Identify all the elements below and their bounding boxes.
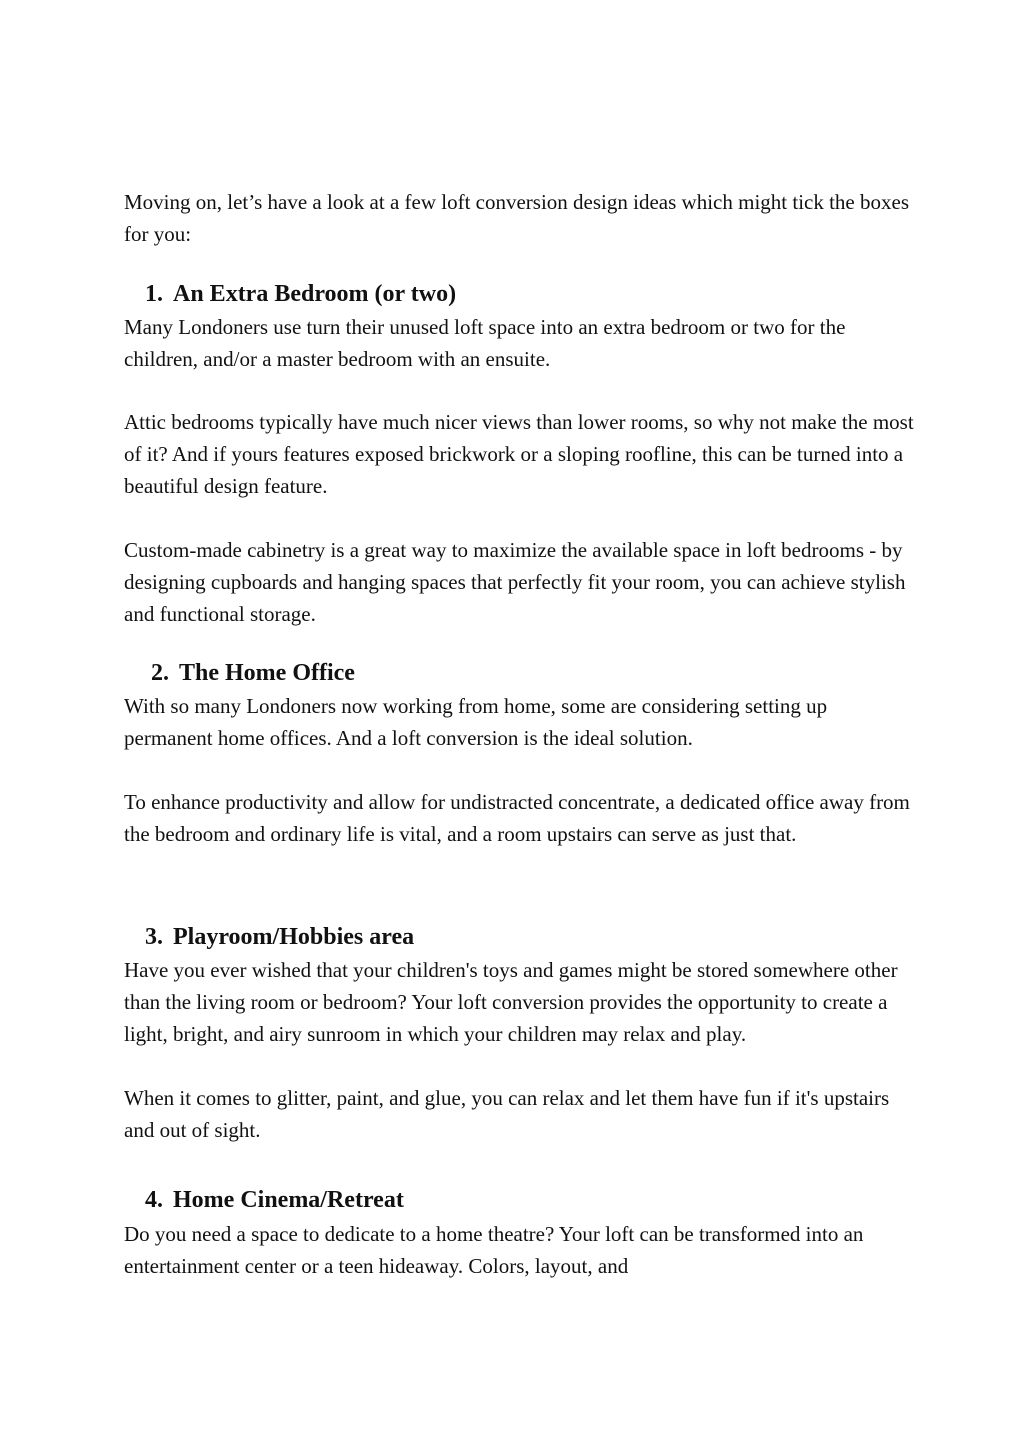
bedroom-paragraph-3: Custom-made cabinetry is a great way to maximize the available space in loft bedrooms - by designing cupboards and hanging spaces that perfectly fit your room, you can achieve stylish and functional storage.	[124, 538, 906, 626]
section-heading-playroom	[145, 922, 414, 952]
office-paragraph-2: To enhance productivity and allow for undistracted concentrate, a dedicated office away from the bedroom and ordinary life is vital, and a room upstairs can serve as just that.	[124, 790, 910, 846]
section-heading-home-office	[151, 658, 355, 688]
playroom-paragraph-1: Have you ever wished that your children's toys and games might be stored somewhere other than the living room or bedroom? Your loft conversion provides the opportunity to create a light, bright, and airy sunroom in which your children may relax and play.	[124, 958, 898, 1046]
section-title: The Home Office	[179, 660, 355, 686]
section-title: An Extra Bedroom (or two)	[173, 281, 457, 307]
section-title: Home Cinema/Retreat	[173, 1187, 404, 1213]
section-heading-home-cinema	[145, 1185, 404, 1215]
playroom-paragraph-2: When it comes to glitter, paint, and glue, you can relax and let them have fun if it's upstairs and out of sight.	[124, 1086, 890, 1142]
section-number: 2.	[151, 660, 169, 686]
section-number: 3.	[145, 924, 163, 950]
section-number: 1.	[145, 281, 163, 307]
cinema-paragraph-1: Do you need a space to dedicate to a home theatre? Your loft can be transformed into an entertainment center or a teen hideaway. Colors, layout, and	[124, 1222, 864, 1278]
section-title: Playroom/Hobbies area	[173, 924, 415, 950]
section-heading-extra-bedroom	[145, 279, 456, 309]
section-number: 4.	[145, 1187, 163, 1213]
bedroom-paragraph-1: Many Londoners use turn their unused loft space into an extra bedroom or two for the children, and/or a master bedroom with an ensuite.	[124, 315, 846, 371]
intro-paragraph: Moving on, let’s have a look at a few loft conversion design ideas which might tick the boxes for you:	[124, 190, 909, 246]
bedroom-paragraph-2: Attic bedrooms typically have much nicer views than lower rooms, so why not make the most of it? And if yours features exposed brickwork or a sloping roofline, this can be turned into a beautiful design feature.	[124, 410, 914, 498]
office-paragraph-1: With so many Londoners now working from home, some are considering setting up permanent home offices. And a loft conversion is the ideal solution.	[124, 694, 828, 750]
